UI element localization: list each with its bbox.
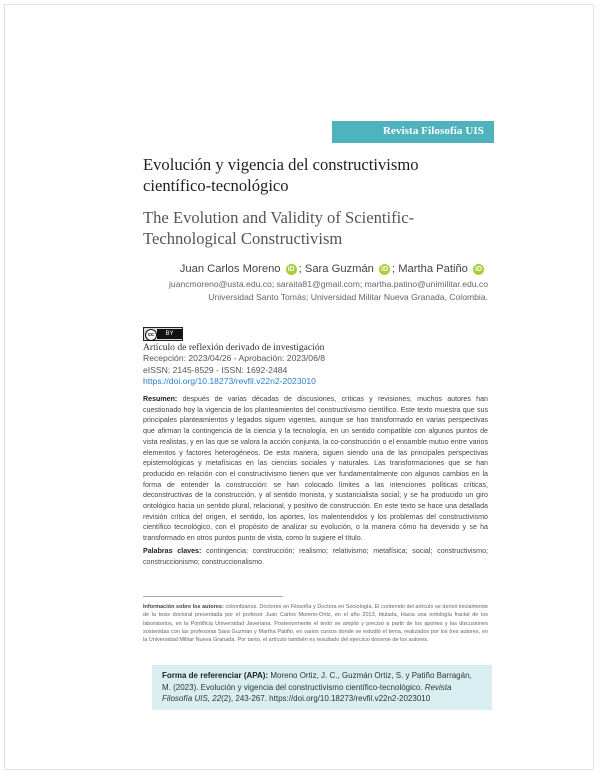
footnote-divider	[143, 596, 283, 597]
cc-license-badge[interactable]	[143, 327, 183, 341]
cc-icon: cc	[145, 329, 157, 341]
keywords-label: Palabras claves:	[143, 547, 202, 555]
abstract-text: después de varias décadas de discusiones, críticas y revisiones, muchos autores han cuestionado hoy la vigencia de los planteamientos del constructivismo científico. Este texto muestra que sus principales planteamientos y legados siguen vigentes, aunque se han transformado en varias perspectivas que afirman la contingencia de la ciencia y la tecnología, en un sentido compatible con algunos puntos de vista realistas, y en las que se valora la acción conjunta, la co-construcción o el ensamble mutuo entre varios elementos y factores heterogéneos. De esta manera, siguen siendo una de las principales perspectivas epistemológicas y metafísicas en las ciencias sociales y naturales. Las transformaciones que se han producido en relación con el constructivismo tienen que ver fundamentalmente con algunos cambios en la forma de entender la construcción: se han colocado límites a las intenciones políticas críticas, deconstructivas de la construcción, y al sentido monista, y sustancialista social; y se ha producido un giro ontológico hacia un sentido plural, relacional, y positivo de construcción. En este texto se hace una detallada revisión crítica del origen, el sentido, los aportes, los malentendidos y los problemas del constructivismo científico tecnológico, con el propósito de analizar su evolución, o la manera cómo ha devenido y se ha transformado en otros puntos punto de vista, como lo sugiere el título.	[143, 395, 488, 543]
author-list	[143, 262, 486, 276]
abstract	[143, 394, 488, 544]
keywords-text: contingencia; construcción; realismo; relativismo; metafísica; social; constructivismo; construccionismo; construccionalismo.	[143, 547, 488, 566]
citation-text: Moreno Ortiz, J. C., Guzmán Ortiz, S. y Patiño Barragán, M. (2023). Evolución y vigencia del constructivismo científico-tecnológico.	[162, 671, 472, 692]
journal-name: Revista Filosofía UIS	[382, 125, 484, 137]
citation-box	[152, 665, 492, 710]
by-icon: BY	[157, 329, 182, 339]
article-info	[143, 342, 488, 388]
abstract-label: Resumen:	[143, 395, 178, 403]
orcid-icon[interactable]: iD	[475, 266, 482, 273]
author-name: Juan Carlos Moreno	[179, 263, 281, 275]
author-affiliation: Universidad Santo Tomás; Universidad Militar Nueva Granada, Colombia.	[208, 292, 488, 302]
author-separator: ;	[298, 263, 305, 275]
title-english: The Evolution and Validity of Scientific-Technological Constructivism	[143, 208, 415, 248]
footnote	[143, 603, 488, 644]
keywords	[143, 546, 488, 567]
article-issn: eISSN: 2145-8529 - ISSN: 1692-2484	[143, 364, 288, 375]
orcid-icon[interactable]: iD	[287, 266, 295, 273]
citation-text-end[interactable]: (2), 243-267. https://doi.org/10.18273/revfil.v22n2-2023010	[221, 694, 431, 704]
orcid-icon[interactable]: iD	[381, 266, 389, 273]
author-separator: ;	[392, 263, 399, 275]
title-spanish: Evolución y vigencia del constructivismo científico-tecnológico	[143, 155, 419, 195]
article-type: Artículo de reflexión derivado de investigación	[143, 342, 325, 353]
footnote-label: Información sobre los autores:	[143, 604, 224, 610]
doi-link[interactable]: https://doi.org/10.18273/revfil.v22n2-2023010	[143, 376, 316, 387]
author-name: Sara Guzmán	[304, 263, 374, 275]
journal-header-band	[332, 121, 494, 143]
footnote-text: colombianos. Doctores en Filosofía y Doctora en Sociología. El contenido del artículo se derivó inicialmente de la tesis doctoral presentada por el profesor Juan Carlos Moreno-Ortiz, en el año 2013, titulada, Hacia una ontología fractal de los laboratorios, en la Pontificia Universidad Javeriana. Posteriormente el texto se amplió y precisó a partir de los aportes y las discusiones sostenidas con las profesoras Sara Guzmán y Martha Patiño, en varios cursos donde se estudió el tema, realizados por los tres autores, en la Universidad Militar Nueva Granada. Por tanto, el artículo también es resultado del ejercicio docente de los autores.	[143, 604, 488, 644]
citation-label: Forma de referenciar (APA):	[162, 671, 269, 680]
author-name: Martha Patiño	[398, 263, 468, 275]
citation-journal: Revista Filosofía UIS, 22	[162, 682, 452, 704]
article-dates: Recepción: 2023/04/26 - Aprobación: 2023/06/8	[143, 353, 326, 364]
author-emails: juancmoreno@usta.edu.co; saraita81@gmail.com; martha.patino@unimilitar.edu.co	[169, 279, 488, 289]
